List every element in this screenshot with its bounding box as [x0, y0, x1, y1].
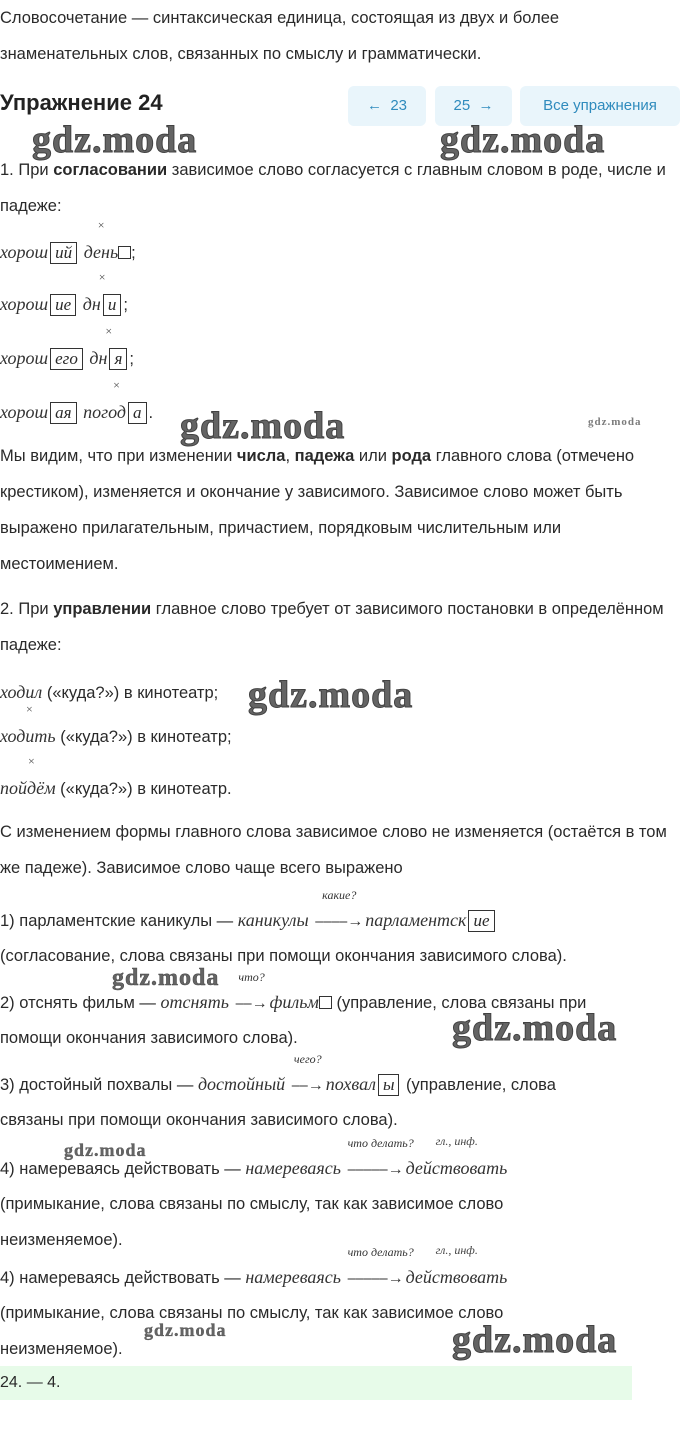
watermark: gdz.moda [180, 405, 346, 447]
government-paragraph: 2. При управлении главное слово требует от зависимого постановки в определённом падеже: [0, 600, 664, 654]
agreement-paragraph: 1. При согласовании зависимое слово согласуется с главным словом в роде, числе и падеже: [0, 161, 666, 215]
watermark: gdz.moda [112, 965, 220, 991]
summary-paragraph: С изменением формы главного слова зависимое слово не изменяется (остаётся в том же падеже). Зависимое слово чаще всего выражено [0, 823, 667, 877]
example-2: 2) отснять фильм — отснять что? ⎯⎯→ фильм (управление, слова связаны при [0, 970, 587, 1012]
watermark: gdz.moda [452, 1007, 618, 1049]
ending-box: ие [468, 910, 494, 932]
all-exercises-label: Все упражнения [543, 97, 657, 114]
example-1-note: (согласование, слова связаны при помощи окончания зависимого слова). [0, 947, 567, 965]
government-row: × ходить («куда?») в кинотеатр; [0, 702, 232, 746]
answer-text: 24. — 4. [0, 1374, 61, 1391]
definition-text: Словосочетание — синтаксическая единица, состоящая из двух и более знаменательных слов, связанных по смыслу и грамматически. [0, 9, 560, 63]
example-2-note: помощи окончания зависимого слова). [0, 1029, 298, 1047]
ending-box: и [103, 294, 122, 316]
example-4-repeat-note: неизменяемое). [0, 1340, 123, 1358]
prev-exercise-label: 23 [390, 97, 408, 114]
watermark: gdz.moda [144, 1320, 227, 1340]
ending-box: его [50, 348, 83, 370]
agreement-row: хорош его × дн я ; [0, 324, 134, 368]
example-4: 4) намереваясь действовать — намереваясь что делать? ⎯⎯⎯⎯⎯→ гл., инф. действовать [0, 1134, 508, 1178]
empty-ending-box [319, 996, 332, 1009]
cross-mark: × [98, 270, 106, 284]
watermark: gdz.moda [64, 1140, 147, 1160]
watermark: gdz.moda [440, 119, 606, 161]
cross-mark: × [113, 378, 120, 392]
ending-box: ая [50, 402, 76, 424]
example-4-note: неизменяемое). [0, 1231, 123, 1249]
agreement-row: хорош ая × погод а . [0, 378, 154, 422]
example-4-repeat: 4) намереваясь действовать — намереваясь что делать? ⎯⎯⎯⎯⎯→ гл., инф. действовать [0, 1243, 508, 1287]
answer-box [0, 1366, 632, 1400]
exercise-title: Упражнение 24 [0, 90, 163, 115]
arrow-right-icon: → [478, 97, 494, 114]
example-3-note: связаны при помощи окончания зависимого слова). [0, 1111, 398, 1129]
ending-box: а [128, 402, 147, 424]
ending-box: ы [378, 1074, 400, 1096]
agreement-row: хорош ие × дн и ; [0, 270, 128, 314]
watermark: gdz.moda [452, 1319, 618, 1361]
ending-box: ий [50, 242, 77, 264]
prev-exercise-button[interactable] [348, 86, 426, 126]
next-exercise-label: 25 [453, 97, 471, 114]
ending-box: я [109, 348, 127, 370]
arrow-left-icon: ← [366, 97, 382, 114]
watermark: gdz.moda [588, 416, 642, 428]
example-3: 3) достойный похвалы — достойный чего? ⎯⎯→ похвал ы (управление, слова [0, 1052, 556, 1094]
empty-ending-box [118, 246, 131, 259]
watermark: gdz.moda [32, 119, 198, 161]
agreement-row: хорош ий × день ; [0, 218, 136, 262]
government-row: ходил («куда?») в кинотеатр; [0, 682, 219, 702]
watermark: gdz.moda [248, 674, 414, 716]
example-4-repeat-note: (примыкание, слова связаны по смыслу, так как зависимое слово [0, 1304, 504, 1322]
cross-mark: × [105, 324, 113, 338]
ending-box: ие [50, 294, 76, 316]
explanation-paragraph: Мы видим, что при изменении числа, падежа или рода главного слова (отмечено крестиком), изменяется и окончание у зависимого. Зависимое слово может быть выражено прилагательным, причастием, порядковым числительным или местоимением. [0, 447, 635, 573]
government-row: × пойдём («куда?») в кинотеатр. [0, 754, 232, 798]
example-4-note: (примыкание, слова связаны по смыслу, так как зависимое слово [0, 1195, 504, 1213]
cross-mark: × [97, 218, 105, 232]
example-1: 1) парламентские каникулы — каникулы какие? ⎯⎯⎯⎯→ парламентск ие [0, 902, 672, 940]
